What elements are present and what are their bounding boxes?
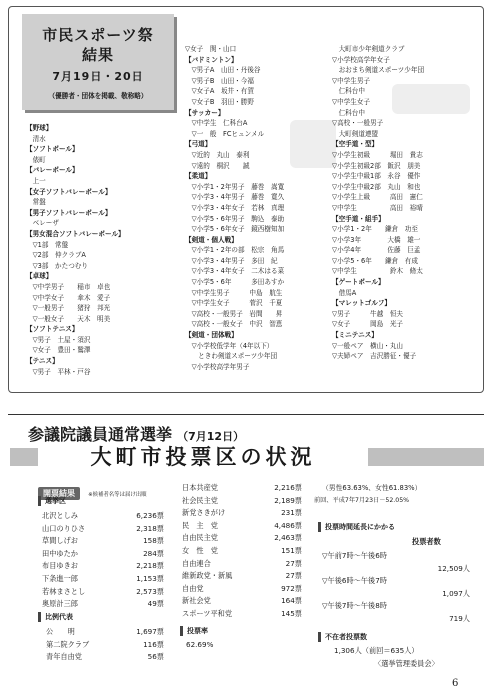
result-line: ▽小学生初級 堀田 貴志 xyxy=(332,150,423,159)
result-line: ▽小学3・4年男子 藤巻 寛久 xyxy=(185,193,285,202)
result-line: ▽中学生女子 菅沢 千夏 xyxy=(185,299,283,308)
results-column-2 xyxy=(185,44,331,372)
row-value: 2,216票 xyxy=(274,483,302,492)
time-range: ▽午後6時～午後7時 xyxy=(322,576,387,586)
event-heading: 【野球】 xyxy=(26,124,53,132)
result-line: ▽高校・一般女子 中沢 智恵 xyxy=(185,320,283,329)
party-row xyxy=(182,482,302,495)
row-label: 日本共産党 xyxy=(182,483,218,492)
row-value: 49票 xyxy=(147,599,164,609)
result-line: ▽女子B 羽田・勝野 xyxy=(185,97,254,106)
party-row xyxy=(182,545,302,558)
party-row xyxy=(182,507,302,520)
row-value: 158票 xyxy=(143,536,164,546)
sex-rates: （男性63.63%、女性61.83%） xyxy=(322,484,422,492)
result-line: ▽小学生中級2部 丸山 和也 xyxy=(332,182,421,191)
event-heading: 【卓球】 xyxy=(26,272,53,281)
row-value: 6,236票 xyxy=(136,511,164,520)
result-line: ▽中学生女子 xyxy=(332,97,371,106)
event-date: 7月19日・20日 xyxy=(52,70,144,83)
event-heading: 【男女混合ソフトバレーボール】 xyxy=(26,229,125,238)
page-number: 6 xyxy=(452,678,459,689)
event-heading: 【女子ソフトバレーボール】 xyxy=(26,187,112,196)
result-line: ▽中学生 高田 裕晴 xyxy=(332,203,423,212)
result-line: 借馬A xyxy=(332,288,357,297)
title-line2: 結果 xyxy=(81,46,114,64)
pr-label: 比例代表 xyxy=(38,612,73,622)
row-label: 民 主 党 xyxy=(182,520,218,530)
row-label: 女 性 党 xyxy=(182,545,218,555)
party-row xyxy=(182,608,302,621)
results-column-1 xyxy=(26,123,186,377)
party-row xyxy=(182,532,302,545)
row-label: 田中ゆたか xyxy=(42,548,78,558)
headline-text: 参議院議員通常選挙 xyxy=(28,425,173,444)
result-line: おおまち剣道スポーツ少年団 xyxy=(332,66,425,75)
result-line: ▽小学生中級1部 永谷 優作 xyxy=(332,172,421,181)
results-label: 開票結果 xyxy=(38,487,80,500)
event-heading: 【ミニテニス】 xyxy=(332,331,378,340)
party-row xyxy=(182,558,302,571)
row-label: 維新政党・新風 xyxy=(182,571,233,581)
row-label: 自由連合 xyxy=(182,558,211,568)
time-count: 719人 xyxy=(449,613,470,623)
result-line: ▽小学3・4年女子 若林 真理 xyxy=(185,203,285,212)
result-line: ▽小学4年 佐藤 巨孟 xyxy=(332,246,421,255)
result-line: ▽近的 丸山 泰利 xyxy=(185,150,250,159)
event-heading: 【ゲートボール】 xyxy=(332,278,385,287)
row-label: 布目ゆきお xyxy=(42,561,78,571)
row-label: 草間しげお xyxy=(42,536,78,546)
event-heading: 【バレーボール】 xyxy=(26,166,79,175)
result-line: ▽3部 かたつむり xyxy=(26,261,89,270)
event-heading: 【剣道・団体戦】 xyxy=(185,331,238,340)
results-column-3 xyxy=(332,44,482,362)
event-heading: 【空手道・型】 xyxy=(332,140,379,149)
result-line: 大町剣道連盟 xyxy=(332,129,379,138)
row-value: 27票 xyxy=(285,571,302,581)
election-subhead: 大町市投票区の状況 xyxy=(90,445,316,469)
candidate-row xyxy=(42,510,164,523)
result-line: ▽小学1・2年の部 松宗 角馬 xyxy=(185,246,285,255)
row-label: 新党さきがけ xyxy=(182,508,226,518)
result-line: ▽男子A 山田・丹後谷 xyxy=(185,66,261,75)
event-heading: 【男子ソフトバレーボール】 xyxy=(26,208,112,217)
row-label: スポーツ平和党 xyxy=(182,608,233,618)
row-label: 社会民主党 xyxy=(182,495,218,505)
result-line: ▽男子 牛越 恒夫 xyxy=(332,309,404,318)
election-headline xyxy=(28,422,468,444)
event-heading: 【マレットゴルフ】 xyxy=(332,299,392,308)
party-row xyxy=(182,495,302,508)
time-range: ▽午後7時～午後8時 xyxy=(322,601,387,611)
result-line: ▽1部 常盤 xyxy=(26,240,69,249)
event-heading: 【サッカー】 xyxy=(185,108,225,117)
row-label: 山口のりひさ xyxy=(42,523,86,533)
row-value: 27票 xyxy=(285,558,302,568)
row-value: 2,189票 xyxy=(274,495,302,505)
absentee-value: 1,306人（前回＝635人） xyxy=(334,646,419,655)
result-line: 常盤 xyxy=(26,198,46,207)
result-line: 清水 xyxy=(26,134,46,143)
result-line: ▽一般ペア 横山・丸山 xyxy=(332,341,404,350)
row-label: 青年自由党 xyxy=(46,652,82,662)
row-label: 自由党 xyxy=(182,583,204,593)
result-line: ▽一般女子 天木 明美 xyxy=(26,314,111,323)
candidate-row xyxy=(42,548,164,561)
party-row xyxy=(182,595,302,608)
event-heading: 【ソフトボール】 xyxy=(26,145,79,154)
row-value: 151票 xyxy=(281,545,302,555)
result-line: ▽小学生初級2部 飯沢 朋美 xyxy=(332,161,421,170)
result-line: ▽中学生男子 xyxy=(332,76,371,85)
row-value: 2,318票 xyxy=(136,523,164,533)
row-value: 1,153票 xyxy=(136,573,164,583)
result-line: ▽小学生上級 高田 憲仁 xyxy=(332,193,423,202)
district-label: 選挙区 xyxy=(38,496,66,506)
subhead-bar-right xyxy=(368,448,484,466)
row-value: 2,463票 xyxy=(274,533,302,543)
party-row xyxy=(182,520,302,533)
result-line: ▽高校・一般男子 岩間 昇 xyxy=(185,309,283,318)
row-value: 2,218票 xyxy=(136,561,164,571)
result-line: ▽小学校低学年（4年以下） xyxy=(185,341,274,350)
time-range: ▽午前7時～午後6時 xyxy=(322,551,387,560)
result-line: ▽遠的 桐沢 誠 xyxy=(185,161,250,170)
result-line: 仁科台中 xyxy=(332,108,365,117)
candidate-list xyxy=(42,510,164,611)
absentee-label: 不在者投票数 xyxy=(318,632,367,642)
result-line: ▽中学生 鈴木 脩太 xyxy=(332,267,423,276)
title-line1: 市民スポーツ祭 xyxy=(42,26,154,44)
result-line: ▽小学1・2年 鎌倉 功至 xyxy=(332,225,418,234)
row-value: 1,697票 xyxy=(136,627,164,636)
time-extension-label: 投票時間延長にかかる xyxy=(318,522,395,532)
row-label: 北沢としみ xyxy=(42,511,78,520)
committee-credit: 〈選挙管理委員会〉 xyxy=(374,659,439,668)
result-line: ▽小学5・6年男子 駒込 泰助 xyxy=(185,214,285,223)
row-value: 164票 xyxy=(281,596,302,606)
row-label: 奥原計三郎 xyxy=(42,599,78,609)
result-line: ▽女子 岡島 光子 xyxy=(332,320,404,329)
candidate-row xyxy=(42,560,164,573)
result-line: ▽男子 平林・戸谷 xyxy=(26,367,91,376)
row-label: 新社会党 xyxy=(182,596,211,606)
headline-date: （7月12日） xyxy=(177,430,245,443)
row-value: 4,486票 xyxy=(274,520,302,530)
candidate-row xyxy=(42,586,164,599)
turnout-value: 62.69% xyxy=(186,640,214,649)
time-rows xyxy=(322,550,470,626)
pr-list-left xyxy=(46,626,164,664)
row-label: 第二院クラブ xyxy=(46,639,90,649)
result-line: 俵町 xyxy=(26,155,46,164)
subhead-bar-left xyxy=(10,448,38,466)
result-line: ▽女子 関・山口 xyxy=(185,45,237,53)
row-value: 145票 xyxy=(281,608,302,618)
result-line: ▽中学生 仁科台A xyxy=(185,119,248,128)
row-label: 自由民主党 xyxy=(182,533,218,543)
result-line: 上一 xyxy=(26,176,46,185)
row-label: 公 明 xyxy=(46,627,75,636)
result-line: ▽中学男子 稲市 卓也 xyxy=(26,282,111,291)
candidate-row xyxy=(42,535,164,548)
party-row xyxy=(46,626,164,639)
result-line: ▽中学生男子 中島 航生 xyxy=(185,288,283,297)
event-heading: 【剣道・個人戦】 xyxy=(185,235,238,244)
party-row xyxy=(182,570,302,583)
publish-note: （優勝者・団体を掲載、敬称略） xyxy=(48,92,148,100)
result-line: ▽男子 土屋・須沢 xyxy=(26,335,91,344)
party-row xyxy=(46,651,164,664)
time-count: 1,097人 xyxy=(442,588,470,598)
result-line: ▽小学3・4年女子 二木はる菜 xyxy=(185,267,285,276)
row-value: 284票 xyxy=(143,548,164,558)
result-line: 仁科台中 xyxy=(332,87,365,96)
candidate-row xyxy=(42,598,164,611)
result-line: ▽2部 仲クラブA xyxy=(26,251,86,260)
result-line: ▽中学女子 傘木 愛子 xyxy=(26,293,111,302)
result-line: 大町市少年剣道クラブ xyxy=(332,45,405,53)
row-value: 116票 xyxy=(143,639,164,649)
result-line: ▽小学5・6年 鎌倉 有成 xyxy=(332,256,418,265)
row-value: 231票 xyxy=(281,508,302,518)
candidate-row xyxy=(42,523,164,536)
party-row xyxy=(46,639,164,652)
row-label: 下条進一郎 xyxy=(42,573,78,583)
result-line: ▽一般男子 猪狩 邦光 xyxy=(26,304,111,313)
title-box xyxy=(22,14,174,110)
result-line: ▽小学校高学年女子 xyxy=(332,55,390,64)
result-line: ベレーザ xyxy=(26,219,59,228)
result-line: ▽小学1・2年男子 藤巻 嵩寛 xyxy=(185,182,285,191)
result-line: ときわ剣道スポーツ少年団 xyxy=(185,352,278,361)
event-heading: 【テニス】 xyxy=(26,357,59,366)
event-heading: 【弓道】 xyxy=(185,140,212,149)
event-heading: 【ソフトテニス】 xyxy=(26,325,79,334)
result-line: ▽女子 豊田・鷲澤 xyxy=(26,346,91,355)
result-line: ▽一 般 FCヒュンメル xyxy=(185,129,265,138)
result-line: ▽夫婦ペア 吉沢勝征・優子 xyxy=(332,352,417,361)
result-line: ▽小学3・4年男子 多田 紀 xyxy=(185,256,278,265)
result-line: ▽小学校高学年男子 xyxy=(185,362,250,371)
turnout-label: 投票率 xyxy=(180,626,208,636)
party-row xyxy=(182,583,302,596)
event-heading: 【柔道】 xyxy=(185,172,212,181)
time-count: 12,509人 xyxy=(437,563,470,573)
row-value: 56票 xyxy=(147,652,164,662)
section-divider xyxy=(8,414,484,415)
result-line: ▽小学5・6年女子 鏡西樹知加 xyxy=(185,225,285,234)
pr-list-middle xyxy=(182,482,302,621)
result-line: ▽高校・一般男子 xyxy=(332,119,384,128)
results-note: ※候補者名等は届け出順 xyxy=(88,492,147,498)
candidate-row xyxy=(42,573,164,586)
event-heading: 【バドミントン】 xyxy=(185,55,238,64)
row-label: 若林まさとし xyxy=(42,586,86,596)
time-extension-sub: 投票者数 xyxy=(412,537,441,546)
row-value: 2,573票 xyxy=(136,586,164,596)
result-line: ▽小学5・6年 多田あすか xyxy=(185,278,285,287)
row-value: 972票 xyxy=(281,583,302,593)
result-line: ▽女子A 坂井・有賀 xyxy=(185,87,254,96)
previous-rate: 前回、平成7年7月23日－52.05% xyxy=(314,497,410,504)
result-line: ▽男子B 山田・今福 xyxy=(185,76,254,85)
event-heading: 【空手道・組手】 xyxy=(332,214,385,223)
result-line: ▽小学3年 大橋 雄一 xyxy=(332,235,421,244)
